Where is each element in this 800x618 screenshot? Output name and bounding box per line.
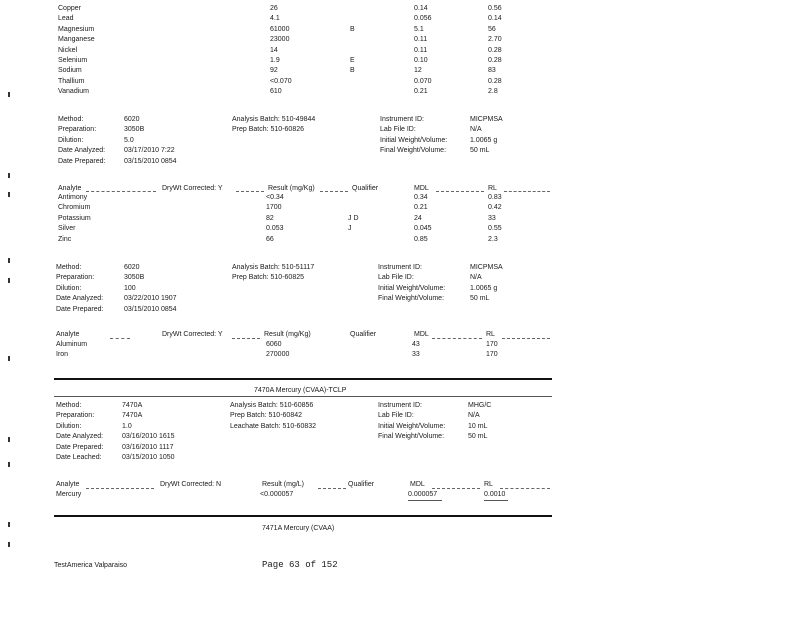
meta-label: Date Prepared: [56, 305, 104, 313]
header-underline [318, 488, 346, 489]
cell-mdl: 0.11 [414, 36, 428, 44]
cell-qualifier [350, 35, 380, 45]
meta-label: Instrument ID: [378, 402, 422, 409]
meta-label: Final Weight/Volume: [378, 295, 445, 303]
margin-mark [8, 192, 10, 197]
cell-rl: 83 [488, 67, 496, 75]
meta-value: 5.0 [124, 136, 134, 144]
meta-value: N/A [470, 126, 482, 134]
margin-mark [8, 278, 10, 283]
meta-label: Final Weight/Volume: [378, 433, 445, 441]
cell-qualifier [350, 87, 380, 97]
cell-analyte: Nickel [58, 46, 78, 54]
col-header-mdl: MDL [414, 185, 429, 192]
meta-label: Lab File ID: [378, 274, 414, 282]
col-header-drywt: DryWt Corrected: N [160, 481, 222, 488]
header-underline [436, 191, 484, 192]
margin-mark [8, 462, 10, 467]
meta-value: MICPMSA [470, 264, 503, 271]
margin-mark [8, 437, 10, 442]
cell-qualifier [348, 203, 378, 213]
col-header-mdl: MDL [410, 481, 425, 488]
header-underline [236, 191, 264, 192]
meta-value: 6020 [124, 264, 140, 271]
meta-label: Preparation: [58, 126, 97, 134]
col-header-drywt: DryWt Corrected: Y [162, 331, 223, 338]
col-header-analyte: Analyte [56, 331, 80, 338]
section-hairline [54, 396, 552, 397]
meta-value: 50 mL [470, 295, 490, 303]
cell-qualifier: J [348, 225, 352, 233]
cell-result: <0.070 [270, 77, 292, 85]
cell-result: 0.053 [266, 225, 284, 233]
cell-analyte: Copper [58, 5, 81, 12]
meta-value: MICPMSA [470, 116, 503, 123]
batch-info: Leachate Batch: 510-60832 [230, 422, 317, 430]
header-underline [432, 488, 480, 489]
cell-result: 66 [266, 235, 274, 243]
cell-analyte: Aluminum [56, 341, 88, 348]
meta-label: Initial Weight/Volume: [380, 136, 448, 144]
meta-value: 3050B [124, 126, 145, 134]
cell-qualifier [348, 350, 378, 360]
cell-result: <0.34 [266, 194, 284, 201]
cell-mdl: 12 [414, 67, 422, 75]
cell-mdl: 0.045 [414, 225, 432, 233]
cell-rl: 0.28 [488, 46, 502, 54]
cell-analyte: Sodium [58, 67, 82, 75]
cell-analyte: Potassium [58, 214, 91, 222]
cell-rl: 2.70 [488, 36, 502, 44]
meta-value: 50 mL [470, 147, 490, 155]
meta-label: Method: [56, 264, 82, 271]
cell-mdl: 0.21 [414, 204, 428, 212]
cell-qualifier [348, 193, 378, 203]
meta-value: MHG/C [468, 402, 492, 409]
cell-mdl: 43 [412, 341, 420, 348]
meta-label: Date Leached: [56, 453, 102, 461]
batch-info: Prep Batch: 510-60826 [232, 126, 304, 134]
cell-rl: 2.8 [488, 88, 498, 96]
cell-result: 270000 [266, 351, 290, 359]
cell-qualifier [350, 46, 380, 56]
meta-value: N/A [468, 412, 480, 420]
meta-label: Preparation: [56, 412, 95, 420]
cell-analyte: Vanadium [58, 88, 90, 96]
cell-mdl: 0.11 [414, 46, 428, 54]
batch-info: Analysis Batch: 510-51117 [232, 264, 315, 271]
header-underline [500, 488, 550, 489]
cell-analyte: Lead [58, 15, 74, 23]
cell-result: 82 [266, 214, 274, 222]
cell-analyte: Iron [56, 351, 69, 359]
meta-label: Lab File ID: [378, 412, 414, 420]
meta-label: Instrument ID: [378, 264, 422, 271]
col-header-analyte: Analyte [58, 185, 82, 192]
meta-value: N/A [470, 274, 482, 282]
col-header-rl: RL [488, 185, 497, 192]
meta-label: Preparation: [56, 274, 95, 282]
header-underline [502, 338, 550, 339]
section-title-next: 7471A Mercury (CVAA) [262, 525, 335, 532]
meta-value: 50 mL [468, 433, 488, 441]
cell-rl: 170 [486, 351, 498, 359]
header-underline [432, 338, 482, 339]
col-header-qualifier: Qualifier [352, 185, 379, 192]
cell-result: 14 [270, 46, 278, 54]
meta-value: 03/16/2010 1117 [122, 443, 174, 451]
cell-mdl: 0.070 [414, 77, 432, 85]
cell-result: 1700 [266, 204, 282, 212]
meta-value: 03/15/2010 0854 [124, 157, 177, 165]
col-header-rl: RL [486, 331, 495, 338]
meta-value: 7470A [122, 412, 143, 420]
meta-value: 03/17/2010 7:22 [124, 147, 175, 155]
cell-rl: 0.28 [488, 77, 502, 85]
cell-analyte: Magnesium [58, 25, 95, 33]
batch-info: Prep Batch: 510-60842 [230, 412, 302, 420]
meta-value: 6020 [124, 116, 140, 123]
meta-label: Dilution: [56, 284, 82, 292]
meta-label: Instrument ID: [380, 116, 424, 123]
col-header-qualifier: Qualifier [348, 481, 375, 488]
header-underline [232, 338, 260, 339]
cell-result: 610 [270, 88, 282, 96]
header-underline [110, 338, 130, 339]
batch-info: Prep Batch: 510-60825 [232, 274, 304, 282]
margin-mark [8, 522, 10, 527]
meta-value: 1.0065 g [470, 284, 498, 292]
col-header-analyte: Analyte [56, 481, 80, 488]
col-header-result: Result (mg/Kg) [264, 331, 311, 338]
header-underline [86, 191, 156, 192]
meta-label: Initial Weight/Volume: [378, 284, 446, 292]
margin-mark [8, 542, 10, 547]
cell-analyte: Manganese [58, 36, 95, 44]
header-underline [86, 488, 154, 489]
col-header-mdl: MDL [414, 331, 429, 338]
margin-mark [8, 356, 10, 361]
cell-rl: 0.55 [488, 225, 502, 233]
cell-rl: 0.83 [488, 194, 502, 201]
cell-qualifier: E [350, 56, 355, 64]
meta-value: 7470A [122, 402, 143, 409]
meta-label: Date Prepared: [58, 157, 106, 165]
meta-value: 10 mL [468, 422, 488, 430]
col-header-result: Result (mg/L) [262, 481, 305, 488]
cell-qualifier: B [350, 25, 355, 33]
col-header-drywt: DryWt Corrected: Y [162, 185, 223, 192]
col-header-rl: RL [484, 481, 493, 488]
section-rule [54, 515, 552, 517]
margin-mark [8, 173, 10, 178]
cell-mdl: 0.34 [414, 194, 428, 201]
section-title: 7470A Mercury (CVAA)-TCLP [254, 387, 347, 394]
batch-info: Analysis Batch: 510-49844 [232, 116, 316, 123]
cell-rl: 0.0010 [484, 491, 506, 498]
meta-value: 1.0065 g [470, 136, 498, 144]
cell-analyte: Antimony [58, 194, 88, 201]
value-underline [408, 500, 442, 501]
margin-mark [8, 92, 10, 97]
cell-qualifier: B [350, 67, 355, 75]
meta-value: 1.0 [122, 422, 132, 430]
cell-qualifier [348, 235, 378, 245]
batch-info: Analysis Batch: 510-60856 [230, 402, 314, 409]
cell-mdl: 0.000057 [408, 491, 438, 498]
cell-qualifier [350, 14, 380, 24]
meta-label: Date Analyzed: [56, 295, 104, 303]
cell-mdl: 5.1 [414, 25, 424, 33]
meta-label: Dilution: [58, 136, 84, 144]
cell-mdl: 0.85 [414, 235, 428, 243]
cell-analyte: Mercury [56, 491, 82, 498]
cell-mdl: 0.056 [414, 15, 432, 23]
cell-analyte: Chromium [58, 204, 91, 212]
cell-mdl: 0.10 [414, 56, 428, 64]
meta-label: Date Analyzed: [56, 433, 104, 441]
cell-mdl: 0.21 [414, 88, 428, 96]
meta-label: Method: [58, 116, 84, 123]
meta-label: Initial Weight/Volume: [378, 422, 446, 430]
cell-result: 26 [270, 5, 278, 12]
cell-rl: 170 [486, 341, 498, 348]
meta-value: 03/15/2010 1050 [122, 453, 175, 461]
meta-value: 3050B [124, 274, 145, 282]
cell-qualifier: J D [348, 214, 359, 222]
meta-label: Date Prepared: [56, 443, 104, 451]
header-underline [504, 191, 550, 192]
meta-value: 03/16/2010 1615 [122, 433, 175, 441]
meta-value: 03/22/2010 1907 [124, 295, 177, 303]
cell-rl: 0.14 [488, 15, 502, 23]
cell-mdl: 24 [414, 214, 422, 222]
cell-result: <0.000057 [260, 491, 294, 498]
cell-analyte: Thallium [58, 77, 85, 85]
cell-result: 23000 [270, 36, 290, 44]
col-header-qualifier: Qualifier [350, 331, 377, 338]
cell-qualifier [350, 77, 380, 87]
section-rule [54, 378, 552, 380]
meta-label: Dilution: [56, 422, 82, 430]
cell-qualifier [348, 340, 378, 350]
cell-rl: 0.28 [488, 56, 502, 64]
cell-analyte: Zinc [58, 235, 72, 243]
footer-company: TestAmerica Valparaiso [54, 562, 128, 569]
cell-rl: 56 [488, 25, 496, 33]
header-underline [320, 191, 348, 192]
cell-rl: 2.3 [488, 235, 498, 243]
cell-qualifier [346, 490, 376, 500]
meta-label: Lab File ID: [380, 126, 416, 134]
meta-label: Date Analyzed: [58, 147, 106, 155]
cell-rl: 0.56 [488, 5, 502, 12]
meta-value: 03/15/2010 0854 [124, 305, 177, 313]
cell-mdl: 0.14 [414, 5, 428, 12]
cell-mdl: 33 [412, 351, 420, 359]
cell-analyte: Selenium [58, 56, 88, 64]
meta-value: 100 [124, 284, 136, 292]
cell-rl: 0.42 [488, 204, 502, 212]
cell-result: 92 [270, 67, 278, 75]
value-underline [484, 500, 508, 501]
margin-mark [8, 258, 10, 263]
cell-qualifier [350, 4, 380, 14]
cell-result: 4.1 [270, 15, 280, 23]
cell-result: 1.9 [270, 56, 280, 64]
cell-rl: 33 [488, 214, 496, 222]
meta-label: Final Weight/Volume: [380, 147, 447, 155]
meta-label: Method: [56, 402, 82, 409]
footer-page-number: Page 63 of 152 [262, 560, 338, 570]
cell-analyte: Silver [58, 225, 76, 233]
col-header-result: Result (mg/Kg) [268, 185, 315, 192]
cell-result: 6060 [266, 341, 282, 348]
cell-result: 61000 [270, 25, 290, 33]
